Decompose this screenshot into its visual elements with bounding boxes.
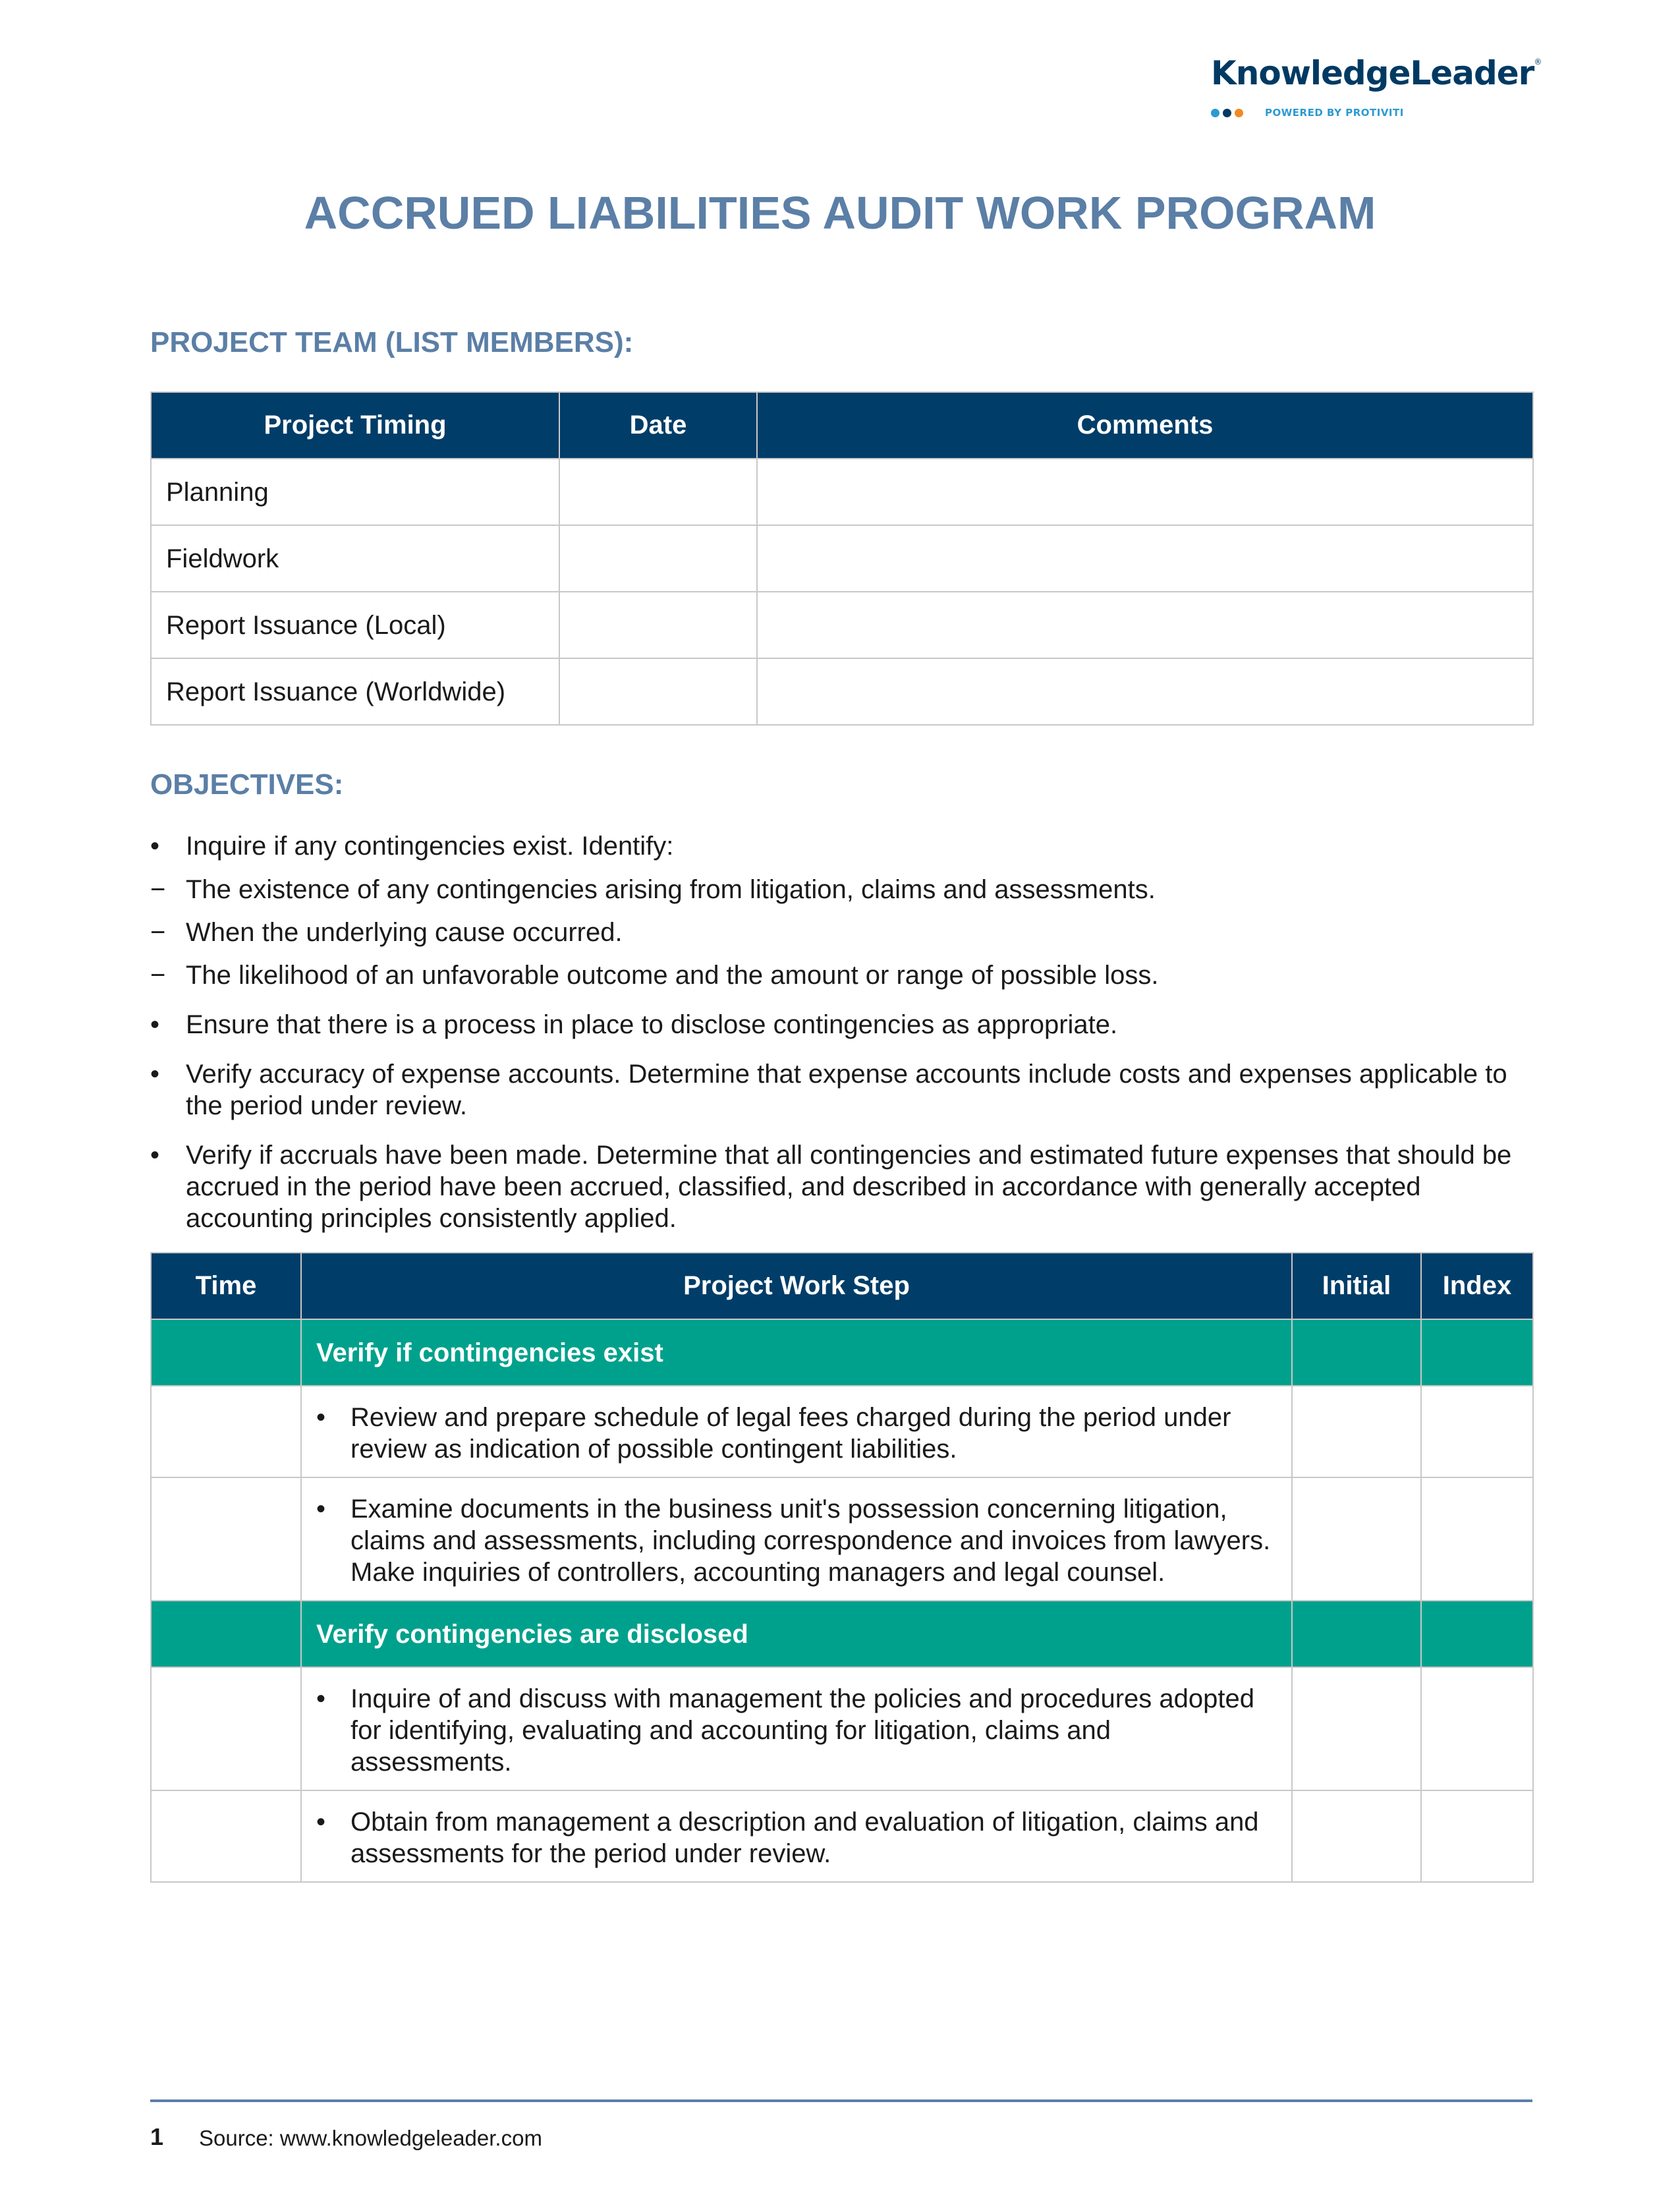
timing-label: Report Issuance (Local) bbox=[151, 592, 559, 658]
index-cell[interactable] bbox=[1421, 1667, 1533, 1790]
index-cell[interactable] bbox=[1421, 1790, 1533, 1882]
dash-icon: − bbox=[150, 961, 166, 990]
work-step-cell bbox=[301, 1386, 1292, 1477]
logo-tagline-row bbox=[1211, 107, 1404, 119]
work-step-cell bbox=[301, 1667, 1292, 1790]
work-header-index: Index bbox=[1421, 1253, 1533, 1319]
time-cell[interactable] bbox=[151, 1790, 301, 1882]
logo-dot-blue-icon bbox=[1211, 109, 1219, 117]
list-item bbox=[150, 1009, 1540, 1041]
work-step-text: Examine documents in the business unit's possession concerning litigation, claims and assessments, including correspondence and invoices from lawyers. Make inquiries of controllers, accounting managers and legal counsel. bbox=[350, 1495, 1271, 1587]
dash-icon: − bbox=[150, 918, 166, 947]
timing-label: Fieldwork bbox=[151, 525, 559, 592]
bullet-icon: • bbox=[316, 1808, 326, 1837]
work-step-text: Inquire of and discuss with management the policies and procedures adopted for identifying, evaluating and accounting for litigation, claims and assessments. bbox=[350, 1684, 1254, 1777]
table-row bbox=[151, 525, 1533, 592]
time-cell[interactable] bbox=[151, 1386, 301, 1477]
table-row bbox=[151, 592, 1533, 658]
table-row bbox=[151, 1790, 1533, 1882]
timing-date-cell[interactable] bbox=[559, 459, 757, 525]
time-cell[interactable] bbox=[151, 1477, 301, 1601]
section-initial-cell bbox=[1292, 1319, 1421, 1386]
timing-comments-cell[interactable] bbox=[757, 658, 1533, 725]
table-row bbox=[151, 1386, 1533, 1477]
section-title: Verify contingencies are disclosed bbox=[301, 1601, 1292, 1667]
work-step-cell bbox=[301, 1790, 1292, 1882]
work-program-table bbox=[150, 1252, 1534, 1883]
index-cell[interactable] bbox=[1421, 1386, 1533, 1477]
logo-tagline: POWERED BY PROTIVITI bbox=[1265, 107, 1404, 119]
list-item bbox=[150, 874, 1540, 905]
bullet-icon: • bbox=[150, 1060, 160, 1089]
page-number: 1 bbox=[150, 2123, 164, 2150]
logo-dot-navy-icon bbox=[1223, 109, 1231, 117]
section-index-cell bbox=[1421, 1319, 1533, 1386]
work-header-project-work-step: Project Work Step bbox=[301, 1253, 1292, 1319]
source-line: Source: www.knowledgeleader.com bbox=[199, 2126, 542, 2150]
dash-icon: − bbox=[150, 875, 166, 904]
bullet-icon: • bbox=[316, 1403, 326, 1432]
list-item bbox=[150, 1139, 1540, 1234]
initial-cell[interactable] bbox=[1292, 1386, 1421, 1477]
work-step-text: Obtain from management a description and evaluation of litigation, claims and assessments for the period under review. bbox=[350, 1808, 1259, 1868]
timing-comments-cell[interactable] bbox=[757, 525, 1533, 592]
project-timing-table bbox=[150, 391, 1534, 726]
timing-header-comments: Comments bbox=[757, 392, 1533, 459]
list-item bbox=[150, 959, 1540, 991]
timing-label: Planning bbox=[151, 459, 559, 525]
section-time-cell bbox=[151, 1601, 301, 1667]
table-row bbox=[151, 459, 1533, 525]
timing-header-project-timing: Project Timing bbox=[151, 392, 559, 459]
objectives-heading: OBJECTIVES: bbox=[150, 768, 344, 801]
list-item bbox=[150, 830, 1540, 862]
section-title: Verify if contingencies exist bbox=[301, 1319, 1292, 1386]
bullet-icon: • bbox=[150, 1010, 160, 1039]
objective-text: Ensure that there is a process in place to disclose contingencies as appropriate. bbox=[186, 1010, 1118, 1039]
bullet-icon: • bbox=[316, 1684, 326, 1713]
document-title: ACCRUED LIABILITIES AUDIT WORK PROGRAM bbox=[304, 187, 1376, 239]
bullet-icon: • bbox=[150, 832, 160, 861]
work-header-initial: Initial bbox=[1292, 1253, 1421, 1319]
footer-divider bbox=[150, 2099, 1532, 2102]
table-row bbox=[151, 1667, 1533, 1790]
initial-cell[interactable] bbox=[1292, 1667, 1421, 1790]
list-item bbox=[150, 1058, 1540, 1122]
logo-dot-orange-icon bbox=[1235, 109, 1243, 117]
work-header-row bbox=[151, 1253, 1533, 1319]
bullet-icon: • bbox=[316, 1495, 326, 1524]
section-initial-cell bbox=[1292, 1601, 1421, 1667]
timing-comments-cell[interactable] bbox=[757, 459, 1533, 525]
table-row bbox=[151, 658, 1533, 725]
logo-wordmark: KnowledgeLeader® bbox=[1211, 54, 1542, 92]
bullet-icon: • bbox=[150, 1141, 160, 1170]
objective-text: Verify accuracy of expense accounts. Determine that expense accounts include costs and expenses applicable to the period under review. bbox=[186, 1060, 1507, 1120]
knowledgeleader-logo bbox=[1211, 54, 1540, 127]
section-header-row bbox=[151, 1319, 1533, 1386]
table-row bbox=[151, 1477, 1533, 1601]
objective-text: Verify if accruals have been made. Determine that all contingencies and estimated future expenses that should be accrued in the period have been accrued, classified, and described in accordance with generally accepted accounting principles consistently applied. bbox=[186, 1141, 1512, 1233]
project-team-heading: PROJECT TEAM (LIST MEMBERS): bbox=[150, 326, 634, 358]
objective-text: When the underlying cause occurred. bbox=[186, 918, 623, 947]
time-cell[interactable] bbox=[151, 1667, 301, 1790]
list-item bbox=[150, 917, 1540, 948]
timing-label: Report Issuance (Worldwide) bbox=[151, 658, 559, 725]
section-header-row bbox=[151, 1601, 1533, 1667]
work-step-text: Review and prepare schedule of legal fees charged during the period under review as indication of possible contingent liabilities. bbox=[350, 1403, 1231, 1464]
timing-date-cell[interactable] bbox=[559, 658, 757, 725]
timing-date-cell[interactable] bbox=[559, 592, 757, 658]
timing-header-row bbox=[151, 392, 1533, 459]
index-cell[interactable] bbox=[1421, 1477, 1533, 1601]
objective-text: The likelihood of an unfavorable outcome and the amount or range of possible loss. bbox=[186, 961, 1159, 990]
work-header-time: Time bbox=[151, 1253, 301, 1319]
objectives-list bbox=[150, 830, 1540, 1234]
initial-cell[interactable] bbox=[1292, 1477, 1421, 1601]
timing-date-cell[interactable] bbox=[559, 525, 757, 592]
objective-text: The existence of any contingencies arising from litigation, claims and assessments. bbox=[186, 875, 1156, 904]
initial-cell[interactable] bbox=[1292, 1790, 1421, 1882]
objective-text: Inquire if any contingencies exist. Identify: bbox=[186, 832, 674, 861]
timing-header-date: Date bbox=[559, 392, 757, 459]
work-step-cell bbox=[301, 1477, 1292, 1601]
section-index-cell bbox=[1421, 1601, 1533, 1667]
timing-comments-cell[interactable] bbox=[757, 592, 1533, 658]
section-time-cell bbox=[151, 1319, 301, 1386]
